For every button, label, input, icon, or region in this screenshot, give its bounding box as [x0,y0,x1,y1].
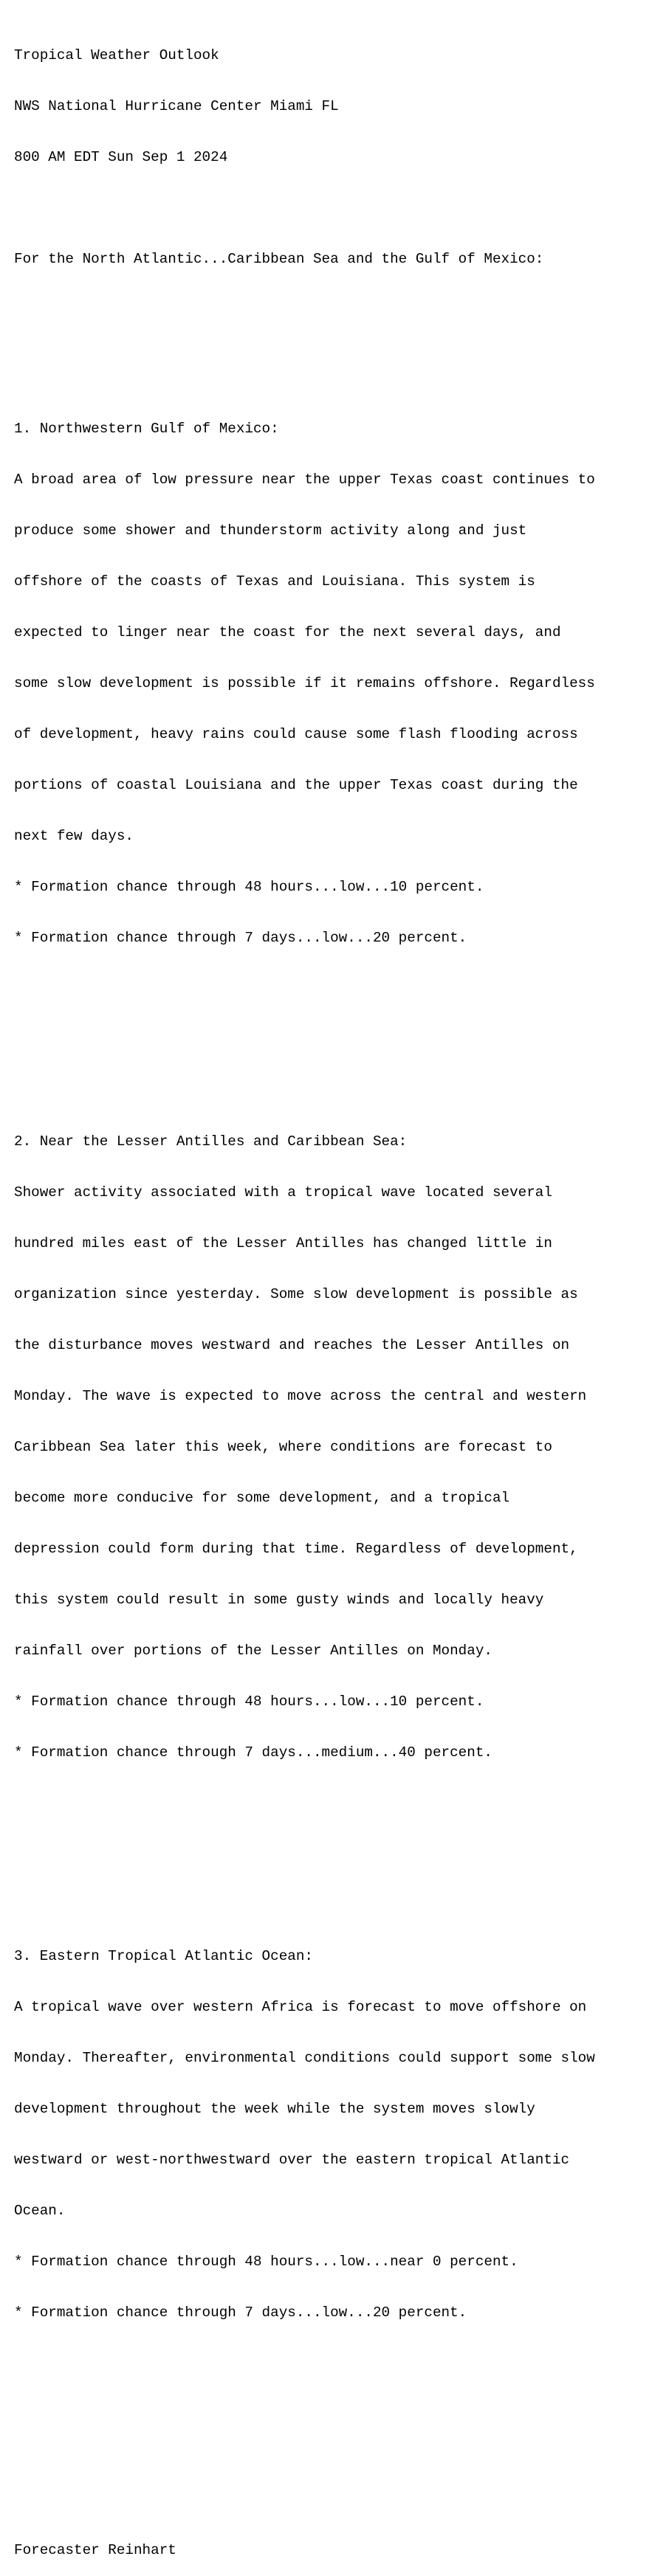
system-body-line: of development, heavy rains could cause some flash flooding across [14,726,578,742]
system-section-1 [14,387,595,981]
system-body-line: organization since yesterday. Some slow development is possible as [14,1286,578,1302]
tropical-weather-outlook-document [14,13,595,2576]
system-body-line: hundred miles east of the Lesser Antilles has changed little in [14,1235,552,1251]
system-body-line: Ocean. [14,2203,66,2219]
system-body-line: this system could result in some gusty winds and locally heavy [14,1592,544,1608]
system-body-line: produce some shower and thunderstorm activity along and just [14,522,527,539]
document-title: Tropical Weather Outlook [14,47,219,63]
system-body-line: Monday. The wave is expected to move across the central and western [14,1388,587,1404]
blank-line [14,200,595,217]
system-heading: 2. Near the Lesser Antilles and Caribbean Sea: [14,1133,408,1150]
system-body-line: Shower activity associated with a tropical wave located several [14,1184,552,1201]
system-body-line: A tropical wave over western Africa is forecast to move offshore on [14,1999,587,2015]
system-body-line: development throughout the week while the system moves slowly [14,2101,535,2117]
blank-line [14,302,595,319]
blank-line [14,2440,595,2457]
issue-time: 800 AM EDT Sun Sep 1 2024 [14,149,228,165]
system-body-line: A broad area of low pressure near the upper Texas coast continues to [14,472,595,488]
system-section-3 [14,1914,595,2355]
system-section-2 [14,1099,595,1795]
system-body-line: next few days. [14,828,134,844]
system-body-line: expected to linger near the coast for the next several days, and [14,624,561,640]
blank-line [14,2491,595,2508]
formation-chance-7d: * Formation chance through 7 days...medium...40 percent. [14,1744,492,1761]
system-body-line: westward or west-northwestward over the eastern tropical Atlantic [14,2152,570,2168]
system-body-line: the disturbance moves westward and reaches the Lesser Antilles on [14,1337,570,1353]
formation-chance-48h: * Formation chance through 48 hours...low...10 percent. [14,879,484,895]
system-body-line: some slow development is possible if it remains offshore. Regardless [14,675,595,691]
system-body-line: depression could form during that time. Regardless of development, [14,1541,578,1557]
formation-chance-7d: * Formation chance through 7 days...low...20 percent. [14,930,467,946]
issuing-office: NWS National Hurricane Center Miami FL [14,98,339,114]
system-body-line: Caribbean Sea later this week, where conditions are forecast to [14,1439,552,1455]
system-heading: 3. Eastern Tropical Atlantic Ocean: [14,1948,313,1964]
system-body-line: offshore of the coasts of Texas and Louisiana. This system is [14,573,535,590]
blank-line [14,1015,595,1032]
system-heading: 1. Northwestern Gulf of Mexico: [14,421,279,437]
system-body-line: Monday. Thereafter, environmental conditions could support some slow [14,2050,595,2066]
system-body-line: portions of coastal Louisiana and the upper Texas coast during the [14,777,578,793]
forecaster-signature: Forecaster Reinhart [14,2542,176,2558]
formation-chance-48h: * Formation chance through 48 hours...low...near 0 percent. [14,2254,518,2270]
blank-line [14,2389,595,2406]
formation-chance-48h: * Formation chance through 48 hours...low...10 percent. [14,1693,484,1710]
region-line: For the North Atlantic...Caribbean Sea and the Gulf of Mexico: [14,251,544,267]
blank-line [14,1829,595,1846]
system-body-line: become more conducive for some development, and a tropical [14,1490,510,1506]
system-body-line: rainfall over portions of the Lesser Antilles on Monday. [14,1643,492,1659]
formation-chance-7d: * Formation chance through 7 days...low...20 percent. [14,2304,467,2321]
